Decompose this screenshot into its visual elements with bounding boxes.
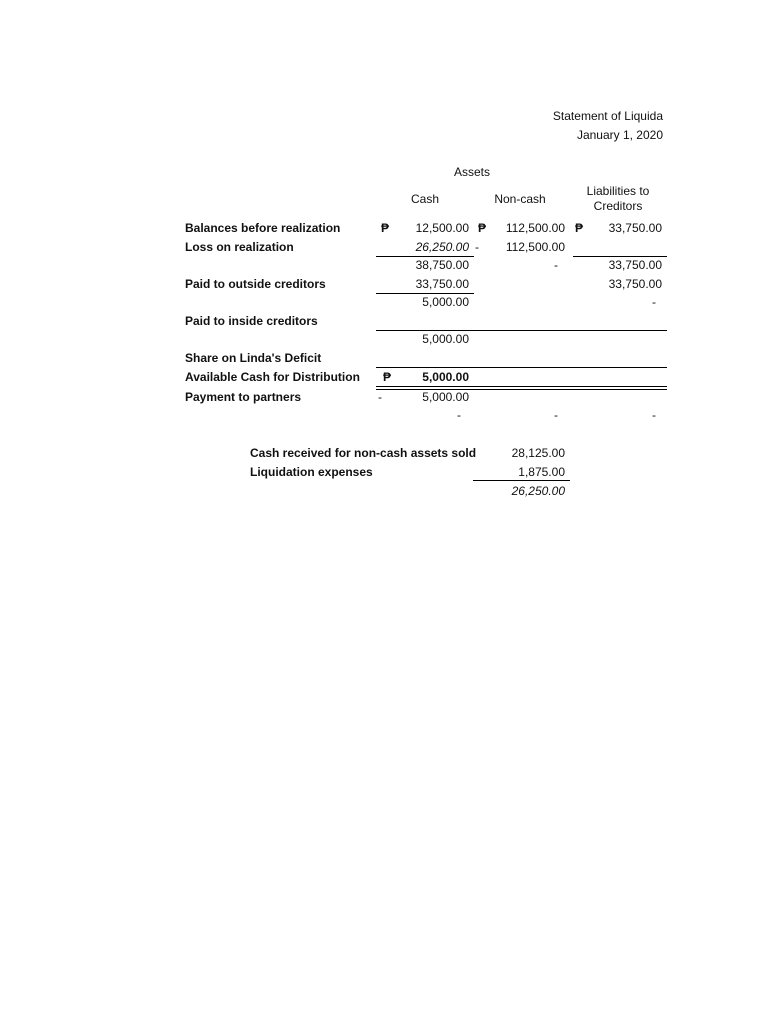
liabilities-heading-line2: Creditors <box>593 199 643 213</box>
balances-liab: 33,750.00 <box>608 221 662 235</box>
balances-label: Balances before realization <box>185 221 341 235</box>
subtotal1-cash: 38,750.00 <box>415 258 469 272</box>
expenses-label: Liquidation expenses <box>250 465 373 479</box>
rule-3 <box>376 330 667 331</box>
outside-cash: 33,750.00 <box>415 277 469 291</box>
payment-sign: - <box>378 390 382 404</box>
loss-cash: 26,250.00 <box>415 240 469 254</box>
final-liab: - <box>652 408 656 422</box>
available-cash: 5,000.00 <box>422 370 469 384</box>
outside-label: Paid to outside creditors <box>185 277 326 291</box>
deficit-label: Share on Linda's Deficit <box>185 351 322 365</box>
liabilities-heading-line1: Liabilities to <box>586 184 650 198</box>
subtotal1-noncash: - <box>554 258 558 272</box>
final-noncash: - <box>554 408 558 422</box>
peso-sign-liab: ₱ <box>575 221 584 235</box>
peso-sign-noncash: ₱ <box>478 221 487 235</box>
subtotal1-liab: 33,750.00 <box>608 258 662 272</box>
assets-heading: Assets <box>453 165 490 179</box>
statement-title: Statement of Liquida <box>552 109 663 123</box>
rule-4 <box>376 367 667 368</box>
final-cash: - <box>457 408 461 422</box>
sold-value: 28,125.00 <box>511 446 565 460</box>
sold-label: Cash received for non-cash assets sold <box>250 446 477 460</box>
subtotal2-cash: 5,000.00 <box>422 295 469 309</box>
note-rule <box>473 480 570 481</box>
loss-sign: - <box>475 240 479 254</box>
inside-label: Paid to inside creditors <box>185 314 318 328</box>
subtotal2-liab: - <box>652 295 656 309</box>
outside-liab: 33,750.00 <box>608 277 662 291</box>
cash-rule-1 <box>376 256 474 257</box>
peso-sign-cash: ₱ <box>381 221 390 235</box>
payment-cash: 5,000.00 <box>422 390 469 404</box>
available-label: Available Cash for Distribution <box>185 370 360 384</box>
cash-heading: Cash <box>410 192 439 206</box>
total-value: 26,250.00 <box>511 484 565 498</box>
payment-label: Payment to partners <box>185 390 302 404</box>
noncash-heading: Non-cash <box>494 192 546 206</box>
cash-rule-2 <box>376 293 474 294</box>
balances-noncash: 112,500.00 <box>505 221 565 235</box>
balances-cash: 12,500.00 <box>415 221 469 235</box>
loss-label: Loss on realization <box>185 240 294 254</box>
expenses-value: 1,875.00 <box>518 465 565 479</box>
peso-sign-available: ₱ <box>383 370 392 384</box>
statement-date: January 1, 2020 <box>576 128 663 142</box>
subtotal3-cash: 5,000.00 <box>422 332 469 346</box>
liab-rule-1 <box>573 256 667 257</box>
loss-noncash: 112,500.00 <box>505 240 565 254</box>
